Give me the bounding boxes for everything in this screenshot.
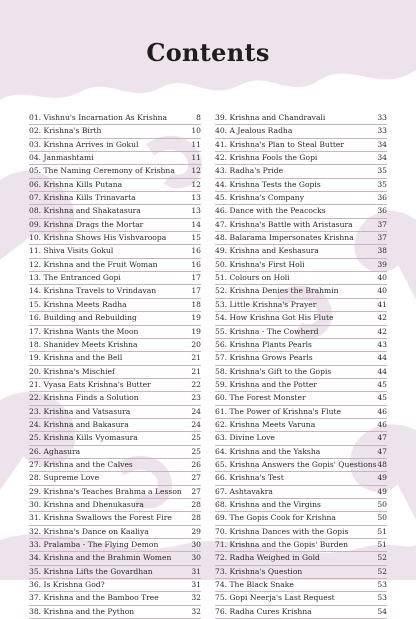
toc-entry-title: 65. Krishna Answers the Gopis' Questions <box>215 459 377 469</box>
toc-entry <box>29 419 201 432</box>
toc-entry <box>29 179 201 192</box>
toc-entry-page-number: 50 <box>377 499 387 509</box>
toc-entry-page-number: 27 <box>191 486 201 496</box>
toc-entry-page-number: 24 <box>191 419 201 429</box>
toc-entry-page-number: 44 <box>377 353 387 363</box>
toc-entry <box>215 446 387 459</box>
toc-entry-title: 15. Krishna Meets Radha <box>29 299 127 309</box>
toc-entry-title: 47. Krishna's Battle with Aristasura <box>215 219 353 229</box>
toc-entry <box>29 459 201 472</box>
toc-entry-title: 56. Krishna Plants Pearls <box>215 339 312 349</box>
toc-entry-title: 07. Krishna Kills Trinavarta <box>29 193 136 203</box>
toc-entry-page-number: 11 <box>191 139 201 149</box>
toc-entry <box>29 446 201 459</box>
toc-entry <box>29 432 201 445</box>
toc-entry-page-number: 40 <box>377 273 387 283</box>
toc-entry-title: 67. Ashtavakra <box>215 486 273 496</box>
toc-entry-title: 10. Krishna Shows His Vishvaroopa <box>29 233 167 243</box>
toc-entry-page-number: 42 <box>377 326 387 336</box>
toc-entry-page-number: 51 <box>377 526 387 536</box>
toc-entry <box>215 139 387 152</box>
toc-entry <box>215 259 387 272</box>
toc-entry-page-number: 35 <box>377 166 387 176</box>
toc-entry <box>29 526 201 539</box>
toc-entry-page-number: 53 <box>377 593 387 603</box>
toc-entry-page-number: 49 <box>377 473 387 483</box>
toc-entry-page-number: 20 <box>191 339 201 349</box>
toc-entry-title: 75. Gopi Neerja's Last Request <box>215 593 335 603</box>
toc-entry <box>29 499 201 512</box>
toc-entry <box>215 419 387 432</box>
toc-entry-title: 05. The Naming Ceremony of Krishna <box>29 166 175 176</box>
toc-entry <box>215 285 387 298</box>
toc-entry-page-number: 23 <box>191 393 201 403</box>
toc-entry-page-number: 39 <box>377 259 387 269</box>
toc-entry <box>215 592 387 605</box>
toc-entry-page-number: 22 <box>191 379 201 389</box>
toc-entry <box>215 366 387 379</box>
toc-entry-page-number: 12 <box>191 179 201 189</box>
toc-entry-title: 22. Krishna Finds a Solution <box>29 393 139 403</box>
toc-entry-page-number: 19 <box>191 326 201 336</box>
toc-entry <box>29 165 201 178</box>
toc-entry-page-number: 21 <box>191 353 201 363</box>
toc-entry-page-number: 42 <box>377 313 387 323</box>
toc-entry-title: 14. Krishna Travels to Vrindavan <box>29 286 157 296</box>
toc-entry-title: 04. Janmashtami <box>29 153 94 163</box>
toc-entry-title: 51. Colours on Holi <box>215 273 290 283</box>
toc-entry <box>215 539 387 552</box>
toc-entry-title: 43. Radha's Pride <box>215 166 284 176</box>
toc-entry-title: 76. Radha Cures Krishna <box>215 606 312 616</box>
toc-entry-page-number: 45 <box>377 393 387 403</box>
toc-entry <box>29 312 201 325</box>
toc-entry-page-number: 17 <box>191 286 201 296</box>
toc-entry <box>29 125 201 138</box>
toc-entry-title: 31. Krishna Swallows the Forest Fire <box>29 513 172 523</box>
toc-entry-title: 64. Krishna and the Yaksha <box>215 446 321 456</box>
toc-entry-title: 12. Krishna and the Fruit Woman <box>29 259 158 269</box>
toc-entry <box>29 352 201 365</box>
toc-entry <box>29 245 201 258</box>
toc-entry-title: 09. Krishna Drags the Mortar <box>29 219 144 229</box>
toc-entry <box>29 566 201 579</box>
toc-entry-title: 57. Krishna Grows Pearls <box>215 353 313 363</box>
toc-entry-page-number: 33 <box>377 126 387 136</box>
toc-entry-page-number: 40 <box>377 286 387 296</box>
toc-entry <box>29 392 201 405</box>
toc-entry-page-number: 21 <box>191 366 201 376</box>
toc-entry-title: 11. Shiva Visits Gokul <box>29 246 114 256</box>
toc-entry <box>215 152 387 165</box>
toc-entry <box>29 579 201 592</box>
toc-entry-title: 74. The Black Snake <box>215 580 294 590</box>
toc-entry-page-number: 41 <box>377 299 387 309</box>
toc-entry <box>215 219 387 232</box>
toc-entry-page-number: 35 <box>377 179 387 189</box>
toc-entry <box>215 472 387 485</box>
toc-entry <box>215 499 387 512</box>
toc-entry-title: 06. Krishna Kills Putana <box>29 179 123 189</box>
toc-entry-title: 26. Aghasura <box>29 446 81 456</box>
toc-entry <box>29 406 201 419</box>
toc-entry <box>215 312 387 325</box>
toc-entry <box>29 606 201 619</box>
toc-entry <box>29 339 201 352</box>
toc-column-left <box>29 112 201 619</box>
toc-entry-page-number: 37 <box>377 219 387 229</box>
toc-entry <box>215 179 387 192</box>
toc-entry-title: 62. Krishna Meets Varuna <box>215 419 316 429</box>
toc-entry-title: 16. Building and Rebuilding <box>29 313 137 323</box>
toc-entry-page-number: 25 <box>191 433 201 443</box>
toc-entry-page-number: 46 <box>377 406 387 416</box>
toc-entry-title: 29. Krishna's Teaches Brahma a Lesson <box>29 486 182 496</box>
toc-entry-page-number: 18 <box>191 299 201 309</box>
toc-entry-page-number: 48 <box>377 459 387 469</box>
toc-entry <box>29 152 201 165</box>
toc-entry <box>215 566 387 579</box>
toc-entry-title: 17. Krishna Wants the Moon <box>29 326 139 336</box>
toc-entry-title: 23. Krishna and Vatsasura <box>29 406 131 416</box>
toc-entry-title: 66. Krishna's Test <box>215 473 284 483</box>
toc-entry-page-number: 10 <box>191 126 201 136</box>
toc-entry-page-number: 32 <box>191 593 201 603</box>
toc-entry <box>29 512 201 525</box>
toc-entry-title: 21. Vyasa Eats Krishna's Butter <box>29 379 151 389</box>
toc-entry-page-number: 43 <box>377 339 387 349</box>
toc-entry <box>215 232 387 245</box>
toc-entry-page-number: 28 <box>191 499 201 509</box>
toc-entry <box>29 326 201 339</box>
toc-entry-page-number: 30 <box>191 540 201 549</box>
toc-entry-title: 42. Krishna Fools the Gopi <box>215 153 318 163</box>
toc-entry-title: 40. A Jealous Radha <box>215 126 293 136</box>
toc-entry-page-number: 47 <box>377 446 387 456</box>
toc-entry <box>215 406 387 419</box>
toc-entry-title: 69. The Gopis Cook for Krishna <box>215 513 336 523</box>
toc-entry-title: 52. Krishna Denies the Brahmin <box>215 286 339 296</box>
toc-entry-page-number: 52 <box>377 553 387 563</box>
toc-entry <box>215 526 387 539</box>
toc-entry-title: 27. Krishna and the Calves <box>29 459 133 469</box>
toc-entry <box>215 379 387 392</box>
toc-entry-page-number: 17 <box>191 273 201 283</box>
toc-entry-page-number: 13 <box>191 193 201 203</box>
toc-entry-title: 36. Is Krishna God? <box>29 580 105 590</box>
toc-entry-title: 32. Krishna's Dance on Kaaliya <box>29 526 149 536</box>
toc-entry <box>215 579 387 592</box>
toc-entry-page-number: 46 <box>377 419 387 429</box>
toc-entry-page-number: 51 <box>377 540 387 549</box>
toc-entry-title: 39. Krishna and Chandravali <box>215 113 326 122</box>
toc-entry <box>29 259 201 272</box>
toc-entry-title: 35. Krishna Lifts the Govardhan <box>29 566 153 576</box>
toc-entry-title: 45. Krishna's Company <box>215 193 304 203</box>
toc-entry <box>29 539 201 552</box>
toc-entry-page-number: 38 <box>377 246 387 256</box>
toc-entry <box>29 219 201 232</box>
toc-entry-page-number: 37 <box>377 233 387 243</box>
toc-entry-page-number: 14 <box>191 219 201 229</box>
toc-entry-page-number: 53 <box>377 580 387 590</box>
toc-entry <box>215 432 387 445</box>
toc-entry <box>29 112 201 125</box>
toc-entry-page-number: 27 <box>191 473 201 483</box>
toc-entry-page-number: 26 <box>191 459 201 469</box>
toc-entry-title: 48. Balarama Impersonates Krishna <box>215 233 354 243</box>
toc-entry-title: 46. Dance with the Peacocks <box>215 206 326 216</box>
toc-entry-title: 08. Krishna and Shakatasura <box>29 206 141 216</box>
toc-entry-title: 28. Supreme Love <box>29 473 100 483</box>
toc-entry-page-number: 29 <box>191 526 201 536</box>
toc-entry-page-number: 31 <box>191 580 201 590</box>
toc-entry-page-number: 13 <box>191 206 201 216</box>
toc-entry-page-number: 47 <box>377 433 387 443</box>
toc-entry <box>215 165 387 178</box>
toc-entry-page-number: 24 <box>191 406 201 416</box>
toc-entry-title: 02. Krishna's Birth <box>29 126 102 136</box>
toc-entry <box>215 125 387 138</box>
toc-entry <box>29 486 201 499</box>
toc-entry-page-number: 8 <box>196 113 201 122</box>
toc-entry-title: 20. Krishna's Mischief <box>29 366 115 376</box>
toc-entry-title: 59. Krishna and the Potter <box>215 379 317 389</box>
toc-entry <box>29 272 201 285</box>
toc-entry <box>29 205 201 218</box>
toc-entry <box>29 592 201 605</box>
toc-entry-title: 73. Krishna's Question <box>215 566 303 576</box>
toc-entry-page-number: 44 <box>377 366 387 376</box>
toc-entry <box>215 326 387 339</box>
toc-entry-page-number: 15 <box>191 233 201 243</box>
toc-entry-page-number: 31 <box>191 566 201 576</box>
toc-entry-page-number: 12 <box>191 166 201 176</box>
toc-entry-title: 34. Krishna and the Brahmin Women <box>29 553 172 563</box>
toc-entry-page-number: 30 <box>191 553 201 563</box>
toc-entry-title: 63. Divine Love <box>215 433 275 443</box>
toc-entry <box>29 379 201 392</box>
toc-entry <box>215 512 387 525</box>
toc-entry-page-number: 36 <box>377 193 387 203</box>
toc-entry <box>215 245 387 258</box>
toc-entry <box>29 472 201 485</box>
toc-entry-title: 71. Krishna and the Gopis' Burden <box>215 540 349 549</box>
toc-entry <box>215 339 387 352</box>
toc-entry-title: 50. Krishna's First Holi <box>215 259 305 269</box>
toc-entry <box>29 285 201 298</box>
toc-entry <box>215 392 387 405</box>
toc-entry-title: 30. Krishna and Dhenukasura <box>29 499 144 509</box>
toc-entry-page-number: 33 <box>377 113 387 122</box>
toc-entry-page-number: 34 <box>377 153 387 163</box>
toc-entry-page-number: 36 <box>377 206 387 216</box>
toc-entry-page-number: 25 <box>191 446 201 456</box>
toc-column-right <box>215 112 387 619</box>
toc-entry-page-number: 49 <box>377 486 387 496</box>
toc-entry-page-number: 11 <box>191 153 201 163</box>
toc-entry-page-number: 16 <box>191 259 201 269</box>
toc-entry <box>215 459 387 472</box>
toc-entry-title: 18. Shanidev Meets Krishna <box>29 339 138 349</box>
toc-entry-page-number: 28 <box>191 513 201 523</box>
toc-entry <box>29 192 201 205</box>
toc-entry-title: 53. Little Krishna's Prayer <box>215 299 317 309</box>
toc-entry-title: 44. Krishna Tests the Gopis <box>215 179 321 189</box>
toc-entry-page-number: 19 <box>191 313 201 323</box>
toc-entry <box>29 299 201 312</box>
toc-entry-title: 49. Krishna and Keshasura <box>215 246 319 256</box>
toc-entry-title: 01. Vishnu's Incarnation As Krishna <box>29 113 168 122</box>
toc-entry <box>215 192 387 205</box>
toc-entry <box>215 299 387 312</box>
toc-entry-page-number: 16 <box>191 246 201 256</box>
toc-entry-title: 72. Radha Weighed in Gold <box>215 553 320 563</box>
toc-entry-page-number: 50 <box>377 513 387 523</box>
toc-entry-title: 60. The Forest Monster <box>215 393 306 403</box>
toc-entry-title: 58. Krishna's Gift to the Gopis <box>215 366 332 376</box>
toc-entry <box>215 352 387 365</box>
toc-entry-title: 37. Krishna and the Bamboo Tree <box>29 593 159 603</box>
toc-entry-page-number: 45 <box>377 379 387 389</box>
toc-entry-title: 61. The Power of Krishna's Flute <box>215 406 342 416</box>
toc-entry-title: 41. Krishna's Plan to Steal Butter <box>215 139 345 149</box>
toc-entry <box>215 552 387 565</box>
toc-entry <box>215 205 387 218</box>
toc-entry-title: 24. Krishna and Bakasura <box>29 419 129 429</box>
toc-entry-title: 70. Krishna Dances with the Gopis <box>215 526 349 536</box>
toc-entry-title: 33. Pralamba - The Flying Demon <box>29 540 159 549</box>
toc-entry-title: 25. Krishna Kills Vyomasura <box>29 433 138 443</box>
toc-entry <box>29 139 201 152</box>
toc-entry <box>29 366 201 379</box>
toc-entry-title: 54. How Krishna Got His Flute <box>215 313 334 323</box>
toc-entry-title: 55. Krishna - The Cowherd <box>215 326 319 336</box>
toc-entry-page-number: 52 <box>377 566 387 576</box>
toc-entry <box>215 272 387 285</box>
toc-entry <box>29 232 201 245</box>
toc-entry-title: 38. Krishna and the Python <box>29 606 135 616</box>
toc-entry <box>29 552 201 565</box>
toc-entry-page-number: 54 <box>377 606 387 616</box>
page-title: Contents <box>146 38 270 67</box>
toc-entry <box>215 606 387 619</box>
toc-entry-page-number: 32 <box>191 606 201 616</box>
toc-entry-title: 68. Krishna and the Virgins <box>215 499 321 509</box>
toc-entry-title: 19. Krishna and the Bell <box>29 353 123 363</box>
toc-entry <box>215 112 387 125</box>
toc-entry-title: 03. Krishna Arrives in Gokul <box>29 139 139 149</box>
toc-entry <box>215 486 387 499</box>
toc-entry-title: 13. The Entranced Gopi <box>29 273 121 283</box>
toc-entry-page-number: 34 <box>377 139 387 149</box>
